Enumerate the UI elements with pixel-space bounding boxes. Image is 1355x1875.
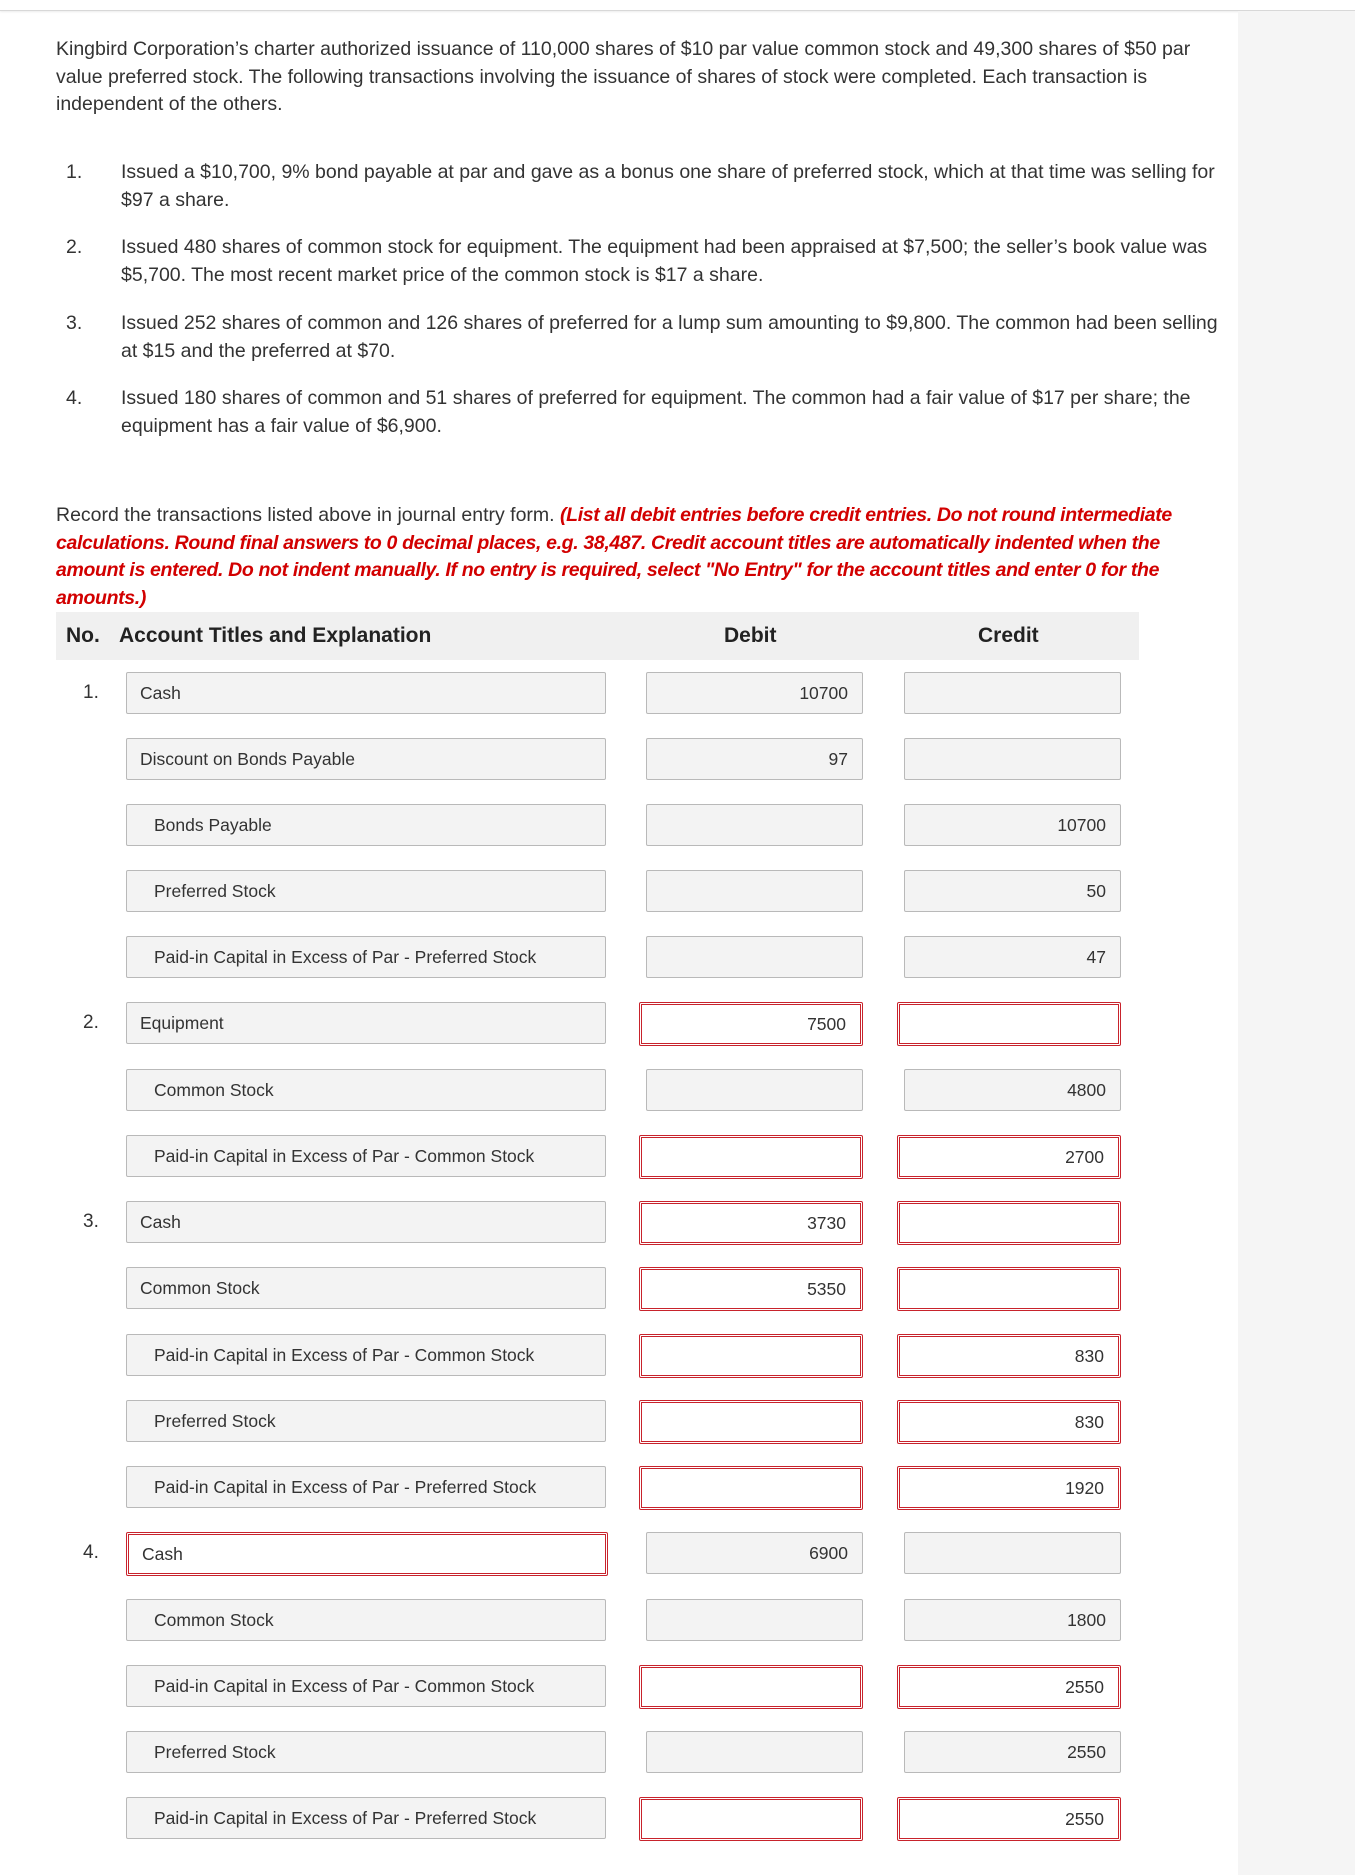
credit-input[interactable]: 1800 bbox=[904, 1599, 1121, 1641]
debit-input[interactable] bbox=[646, 870, 863, 912]
credit-input[interactable]: 2700 bbox=[897, 1135, 1121, 1179]
journal-row bbox=[0, 1201, 1200, 1243]
account-title-input[interactable]: Discount on Bonds Payable bbox=[126, 738, 606, 780]
account-title-input[interactable]: Paid-in Capital in Excess of Par - Preferred Stock bbox=[126, 1466, 606, 1508]
debit-input[interactable]: 10700 bbox=[646, 672, 863, 714]
journal-row bbox=[0, 804, 1200, 846]
credit-input[interactable]: 830 bbox=[897, 1334, 1121, 1378]
credit-input[interactable]: 2550 bbox=[897, 1797, 1121, 1841]
debit-input[interactable]: 6900 bbox=[646, 1532, 863, 1574]
credit-input[interactable]: 50 bbox=[904, 870, 1121, 912]
instructions bbox=[56, 502, 1226, 612]
credit-input[interactable] bbox=[904, 672, 1121, 714]
transaction-item bbox=[56, 309, 1226, 365]
transaction-text: Issued 180 shares of common and 51 shares of preferred for equipment. The common had a fair value of $17 per share; the equipment has a fair value of $6,900. bbox=[121, 387, 1191, 437]
journal-row bbox=[0, 1400, 1200, 1442]
transaction-item bbox=[56, 384, 1226, 440]
transaction-item bbox=[56, 158, 1226, 214]
account-title-input[interactable]: Paid-in Capital in Excess of Par - Preferred Stock bbox=[126, 936, 606, 978]
credit-input[interactable]: 830 bbox=[897, 1400, 1121, 1444]
journal-row bbox=[0, 1334, 1200, 1376]
account-title-input[interactable]: Paid-in Capital in Excess of Par - Common Stock bbox=[126, 1665, 606, 1707]
journal-row bbox=[0, 870, 1200, 912]
transaction-number: 3. bbox=[66, 312, 83, 334]
journal-row bbox=[0, 672, 1200, 714]
credit-input[interactable] bbox=[904, 738, 1121, 780]
transaction-text: Issued 252 shares of common and 126 shares of preferred for a lump sum amounting to $9,800. The common had been selling at $15 and the preferred at $70. bbox=[121, 312, 1218, 362]
credit-input[interactable] bbox=[897, 1201, 1121, 1245]
transaction-list bbox=[56, 158, 1226, 440]
debit-input[interactable] bbox=[639, 1135, 863, 1179]
journal-row bbox=[0, 1002, 1200, 1044]
problem-intro: Kingbird Corporation’s charter authorized issuance of 110,000 shares of $10 par value common stock and 49,300 shares of $50 par value preferred stock. The following transactions involving the issuance of shares of stock were completed. Each transaction is independent of the others. bbox=[56, 38, 1191, 115]
debit-input[interactable] bbox=[646, 804, 863, 846]
credit-input[interactable]: 47 bbox=[904, 936, 1121, 978]
journal-row bbox=[0, 1731, 1200, 1773]
debit-input[interactable] bbox=[639, 1665, 863, 1709]
account-title-input[interactable]: Equipment bbox=[126, 1002, 606, 1044]
debit-input[interactable]: 3730 bbox=[639, 1201, 863, 1245]
entry-number: 2. bbox=[83, 1012, 99, 1033]
credit-input[interactable]: 2550 bbox=[904, 1731, 1121, 1773]
debit-input[interactable] bbox=[639, 1466, 863, 1510]
journal-table-header bbox=[56, 612, 1139, 660]
top-bar bbox=[0, 0, 1355, 11]
debit-input[interactable] bbox=[646, 1069, 863, 1111]
account-title-input[interactable]: Cash bbox=[126, 672, 606, 714]
credit-input[interactable]: 1920 bbox=[897, 1466, 1121, 1510]
entry-number: 4. bbox=[83, 1542, 99, 1563]
debit-input[interactable] bbox=[646, 1599, 863, 1641]
account-title-input[interactable]: Preferred Stock bbox=[126, 1731, 606, 1773]
transaction-text: Issued 480 shares of common stock for equipment. The equipment had been appraised at $7,500; the seller’s book value was $5,700. The most recent market price of the common stock is $17 a share. bbox=[121, 236, 1208, 286]
journal-row bbox=[0, 1532, 1200, 1574]
credit-input[interactable]: 10700 bbox=[904, 804, 1121, 846]
account-title-input[interactable]: Common Stock bbox=[126, 1069, 606, 1111]
debit-input[interactable] bbox=[639, 1334, 863, 1378]
transaction-number: 4. bbox=[66, 387, 83, 409]
col-debit-header: Debit bbox=[724, 624, 777, 647]
entry-number: 1. bbox=[83, 682, 99, 703]
account-title-input[interactable]: Paid-in Capital in Excess of Par - Common Stock bbox=[126, 1334, 606, 1376]
col-no-header: No. bbox=[66, 624, 100, 647]
journal-row bbox=[0, 1135, 1200, 1177]
transaction-text: Issued a $10,700, 9% bond payable at par and gave as a bonus one share of preferred stock, which at that time was selling for $97 a share. bbox=[121, 161, 1215, 211]
transaction-number: 1. bbox=[66, 161, 83, 183]
debit-input[interactable]: 5350 bbox=[639, 1267, 863, 1311]
debit-input[interactable]: 7500 bbox=[639, 1002, 863, 1046]
journal-row bbox=[0, 936, 1200, 978]
credit-input[interactable] bbox=[904, 1532, 1121, 1574]
journal-row bbox=[0, 1665, 1200, 1707]
debit-input[interactable] bbox=[639, 1797, 863, 1841]
debit-input[interactable] bbox=[646, 936, 863, 978]
journal-row bbox=[0, 738, 1200, 780]
instructions-lead: Record the transactions listed above in journal entry form. bbox=[56, 504, 561, 526]
credit-input[interactable]: 4800 bbox=[904, 1069, 1121, 1111]
journal-row bbox=[0, 1797, 1200, 1839]
journal-row bbox=[0, 1599, 1200, 1641]
instructions-rules: (List all debit entries before credit entries. Do not round intermediate calculations. Round final answers to 0 decimal places, e.g. 38,487. Credit account titles are automatically indented when the amount is entered. Do not indent manually. If no entry is required, select "No Entry" for the account titles and enter 0 for the amounts.) bbox=[56, 504, 1172, 609]
account-title-input[interactable]: Preferred Stock bbox=[126, 870, 606, 912]
account-title-input[interactable]: Cash bbox=[126, 1201, 606, 1243]
journal-row bbox=[0, 1466, 1200, 1508]
credit-input[interactable] bbox=[897, 1267, 1121, 1311]
account-title-input[interactable]: Preferred Stock bbox=[126, 1400, 606, 1442]
credit-input[interactable]: 2550 bbox=[897, 1665, 1121, 1709]
transaction-number: 2. bbox=[66, 236, 83, 258]
account-title-input[interactable]: Cash bbox=[126, 1532, 608, 1576]
journal-row bbox=[0, 1267, 1200, 1309]
debit-input[interactable] bbox=[639, 1400, 863, 1444]
credit-input[interactable] bbox=[897, 1002, 1121, 1046]
right-margin-panel bbox=[1238, 11, 1355, 1875]
entry-number: 3. bbox=[83, 1211, 99, 1232]
journal-row bbox=[0, 1069, 1200, 1111]
debit-input[interactable]: 97 bbox=[646, 738, 863, 780]
col-credit-header: Credit bbox=[978, 624, 1039, 647]
debit-input[interactable] bbox=[646, 1731, 863, 1773]
transaction-item bbox=[56, 233, 1226, 289]
question-content bbox=[56, 36, 1226, 609]
account-title-input[interactable]: Common Stock bbox=[126, 1599, 606, 1641]
account-title-input[interactable]: Common Stock bbox=[126, 1267, 606, 1309]
account-title-input[interactable]: Paid-in Capital in Excess of Par - Common Stock bbox=[126, 1135, 606, 1177]
account-title-input[interactable]: Paid-in Capital in Excess of Par - Preferred Stock bbox=[126, 1797, 606, 1839]
col-account-header: Account Titles and Explanation bbox=[119, 624, 432, 647]
account-title-input[interactable]: Bonds Payable bbox=[126, 804, 606, 846]
